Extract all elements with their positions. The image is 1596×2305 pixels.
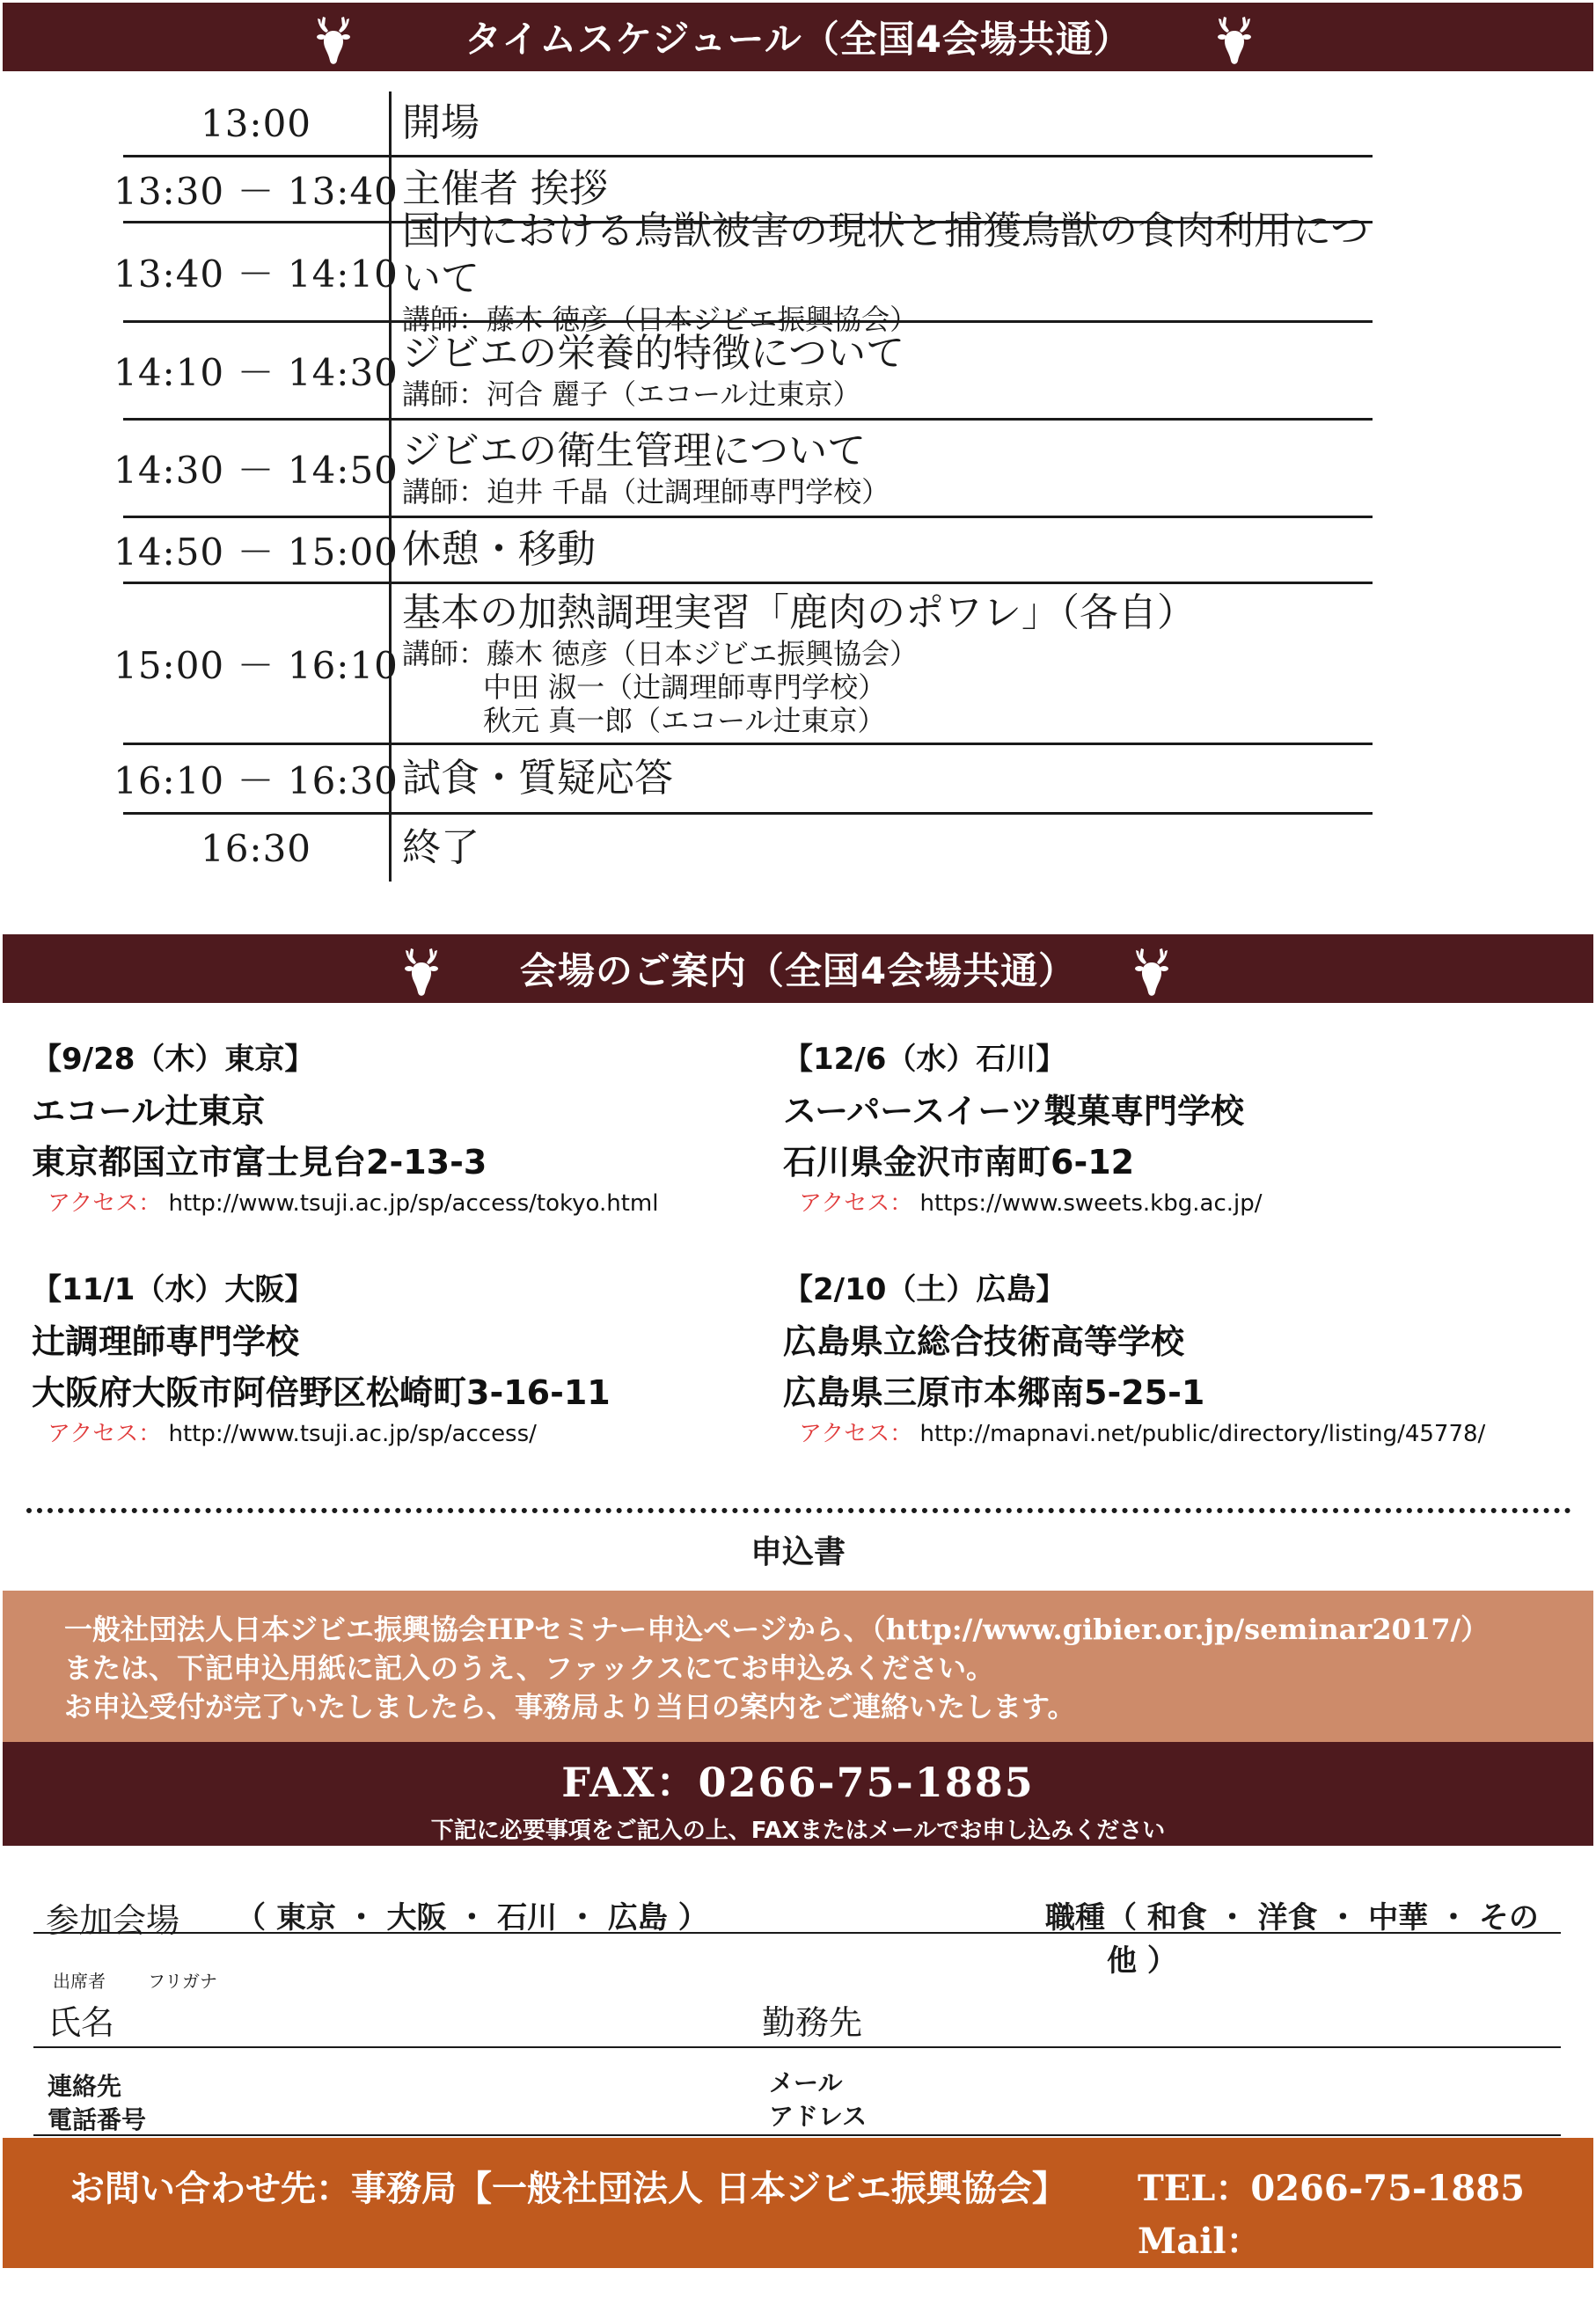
venue-name: 辻調理師専門学校: [32, 1322, 300, 1361]
deer-head-icon: [1125, 940, 1178, 999]
schedule-time: 13:40 － 14:10: [123, 223, 392, 320]
venue-label: 参加会場: [46, 1901, 180, 1940]
deer-head-icon: [1208, 8, 1261, 68]
venue-access: [32, 1189, 658, 1218]
contact-band: [3, 2138, 1593, 2305]
schedule-row: [113, 584, 1373, 745]
name-label: 氏名: [48, 2003, 115, 2042]
contact-mail[interactable]: Mail：seminar@gibier.or.jp: [1138, 2221, 1548, 2305]
contact-tel: TEL：0266-75-1885: [1138, 2168, 1525, 2209]
schedule-title: 開場: [402, 100, 480, 145]
schedule-time: 13:30 － 13:40: [123, 157, 392, 221]
schedule-time: 14:10 － 14:30: [123, 323, 392, 418]
application-title: 申込書: [750, 1534, 846, 1570]
job-label: 職種: [1045, 1900, 1105, 1935]
venue-hiroshima: [783, 1272, 1485, 1448]
form-row-venue-job: [33, 1886, 1561, 1979]
cut-line-divider: [26, 1508, 1571, 1513]
venue-name: スーパースイーツ製菓専門学校: [783, 1092, 1245, 1131]
venue-name: 広島県立総合技術高等学校: [783, 1322, 1185, 1361]
contact-office: お問い合わせ先：事務局【一般社団法人 日本ジビエ振興協会】: [70, 2168, 1067, 2209]
venue-access: [783, 1420, 1485, 1448]
schedule-title: 主催者 挨拶: [402, 166, 608, 211]
info-line: お申込受付が完了いたしましたら、事務局より当日の案内をご連絡いたします。: [64, 1690, 1076, 1723]
venue-ishikawa: [783, 1042, 1262, 1218]
schedule-lecturer: 講師：河合 麗子（エコール辻東京）: [402, 377, 861, 411]
fax-number: FAX：0266-75-1885: [561, 1759, 1035, 1806]
schedule-row: [113, 745, 1373, 815]
access-link[interactable]: https://www.sweets.kbg.ac.jp/: [919, 1190, 1263, 1217]
schedule-row: [113, 421, 1373, 518]
schedule-row: [123, 91, 1373, 157]
fax-band: [3, 1742, 1593, 1846]
schedule-row: [123, 815, 1373, 882]
access-label: アクセス：: [799, 1421, 913, 1447]
schedule-time: 14:50 － 15:00: [123, 518, 392, 582]
workplace-label: 勤務先: [762, 2003, 863, 2042]
contact-label: 連絡先: [48, 2072, 122, 2101]
venue-address: 石川県金沢市南町6-12: [783, 1143, 1135, 1182]
schedule-time: 13:00: [123, 91, 392, 155]
schedule-title: 終了: [402, 825, 480, 870]
schedule-time: 15:00 － 16:10: [123, 584, 392, 743]
schedule-table: [113, 91, 1373, 882]
schedule-lecturer: 講師：藤木 徳彦（日本ジビエ振興協会）: [402, 637, 919, 670]
schedule-time: 14:30 － 14:50: [123, 421, 392, 516]
schedule-row: [113, 209, 1373, 336]
schedule-header-title: タイムスケジュール（全国4会場共通）: [465, 18, 1131, 61]
venue-access: [783, 1189, 1262, 1218]
schedule-title: 休憩・移動: [402, 527, 596, 572]
form-row-name: [33, 1960, 1561, 2048]
form-row-contact: [33, 2059, 1561, 2136]
schedule-lecturer: 講師：迫井 千晶（辻調理師専門学校）: [402, 475, 890, 509]
schedule-title: ジビエの衛生管理について: [402, 428, 867, 473]
job-options[interactable]: （ 和食 ・ 洋食 ・ 中華 ・ その他 ）: [1107, 1900, 1539, 1979]
schedule-title: ジビエの栄養的特徴について: [402, 331, 905, 376]
schedule-lecturer: 講師：藤木 徳彦（日本ジビエ振興協会）: [402, 303, 919, 336]
schedule-header: [3, 3, 1593, 71]
access-label: アクセス：: [48, 1190, 162, 1217]
venue-options[interactable]: （ 東京 ・ 大阪 ・ 石川 ・ 広島 ）: [236, 1900, 708, 1935]
schedule-time: 16:30: [123, 815, 392, 882]
schedule-lecturer: 秋元 真一郎（エコール辻東京）: [483, 704, 886, 737]
venue-osaka: [32, 1272, 611, 1448]
phone-label: 電話番号: [48, 2105, 147, 2134]
schedule-title: 国内における鳥獣被害の現状と捕獲鳥獣の食肉利用について: [402, 209, 1370, 301]
deer-head-icon: [307, 8, 360, 68]
venue-name: エコール辻東京: [32, 1092, 266, 1131]
venue-date: 【2/10（土）広島】: [783, 1272, 1066, 1307]
schedule-time: 16:10 － 16:30: [123, 745, 392, 812]
access-link[interactable]: http://mapnavi.net/public/directory/listing/45778/: [919, 1421, 1486, 1447]
schedule-title: 基本の加熱調理実習「鹿肉のポワレ」（各自）: [402, 590, 1196, 635]
application-info: [3, 1591, 1593, 1742]
furigana-label: フリガナ: [148, 1971, 217, 1992]
access-label: アクセス：: [799, 1190, 913, 1217]
mail-label: メール: [769, 2068, 843, 2097]
venue-address: 東京都国立市富士見台2-13-3: [32, 1143, 487, 1182]
venue-header-title: 会場のご案内（全国4会場共通）: [519, 949, 1077, 992]
address-label: アドレス: [769, 2102, 868, 2131]
access-link[interactable]: http://www.tsuji.ac.jp/sp/access/: [168, 1421, 537, 1447]
schedule-lecturer: 中田 淑一（辻調理師専門学校）: [483, 670, 887, 704]
venue-address: 大阪府大阪市阿倍野区松崎町3-16-11: [32, 1373, 611, 1412]
info-line: または、下記申込用紙に記入のうえ、ファックスにてお申込みください。: [64, 1651, 994, 1685]
schedule-row: [113, 518, 1373, 584]
venue-date: 【11/1（水）大阪】: [32, 1272, 315, 1307]
venue-tokyo: [32, 1042, 658, 1218]
schedule-title: 試食・質疑応答: [402, 756, 673, 801]
access-label: アクセス：: [48, 1421, 162, 1447]
access-link[interactable]: http://www.tsuji.ac.jp/sp/access/tokyo.html: [168, 1190, 659, 1217]
info-line: 一般社団法人日本ジビエ振興協会HPセミナー申込ページから、（http://www.gibier.or.jp/seminar2017/）: [64, 1613, 1490, 1646]
venue-date: 【9/28（木）東京】: [32, 1042, 315, 1077]
venue-address: 広島県三原市本郷南5-25-1: [783, 1373, 1205, 1412]
deer-head-icon: [395, 940, 448, 999]
schedule-row: [113, 323, 1373, 421]
venue-header: [3, 934, 1593, 1003]
venue-date: 【12/6（水）石川】: [783, 1042, 1066, 1077]
fax-instructions: 下記に必要事項をご記入の上、FAXまたはメールでお申し込みください: [430, 1818, 1166, 1844]
venue-access: [32, 1420, 611, 1448]
attendee-label: 出席者: [53, 1971, 106, 1992]
